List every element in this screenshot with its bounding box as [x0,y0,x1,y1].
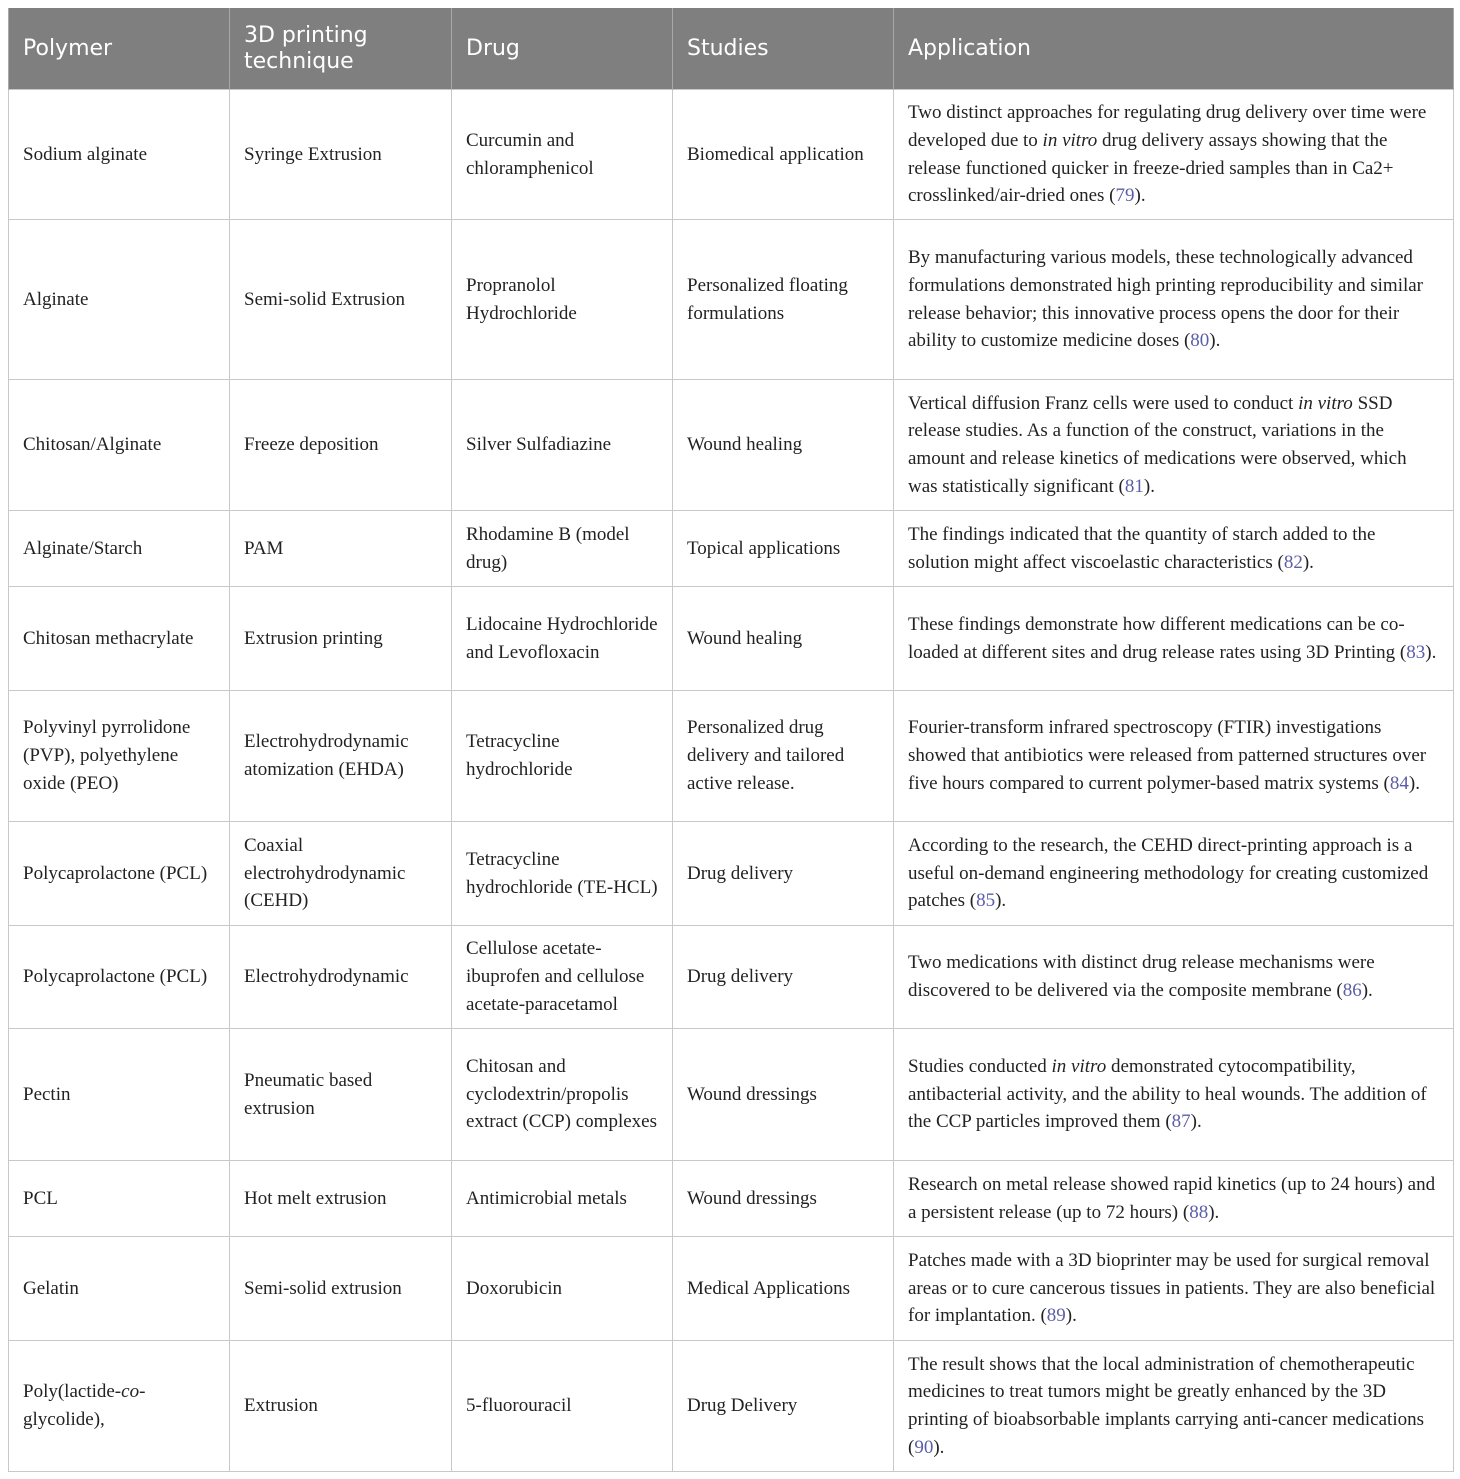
cell-polymer [9,1029,230,1161]
text-segment: By manufacturing various models, these technologically advanced formulations demonstrated high printing reproducibility and similar release behavior; this innovative process opens the door for their ability to customize medicine doses ( [908,247,1424,352]
cell-drug: Rhodamine B (model drug) [452,511,673,587]
cell-drug: Tetracycline hydrochloride (TE-HCL) [452,822,673,926]
header-application: Application [894,8,1454,90]
table-row [9,926,1454,1029]
cell-drug: Chitosan and cyclodextrin/propolis extract (CCP) complexes [452,1029,673,1161]
cell-application [894,1029,1454,1161]
italic-text: in vitro [1298,392,1353,414]
text-segment: Two distinct approaches for regulating drug delivery over time were developed due to [908,102,1427,151]
cell-application [894,691,1454,822]
cell-polymer [9,587,230,691]
header-technique: 3D printing technique [230,8,452,90]
cell-studies: Wound healing [673,587,894,691]
citation-link[interactable]: 84 [1389,772,1409,794]
text-segment: Alginate [23,288,89,310]
cell-studies: Wound healing [673,380,894,511]
cell-studies: Biomedical application [673,90,894,220]
cell-polymer [9,380,230,511]
cell-application [894,380,1454,511]
text-segment: ). [995,890,1007,912]
citation-link[interactable]: 81 [1124,475,1144,497]
text-segment: Pectin [23,1083,71,1105]
text-segment: Polycaprolactone (PCL) [23,862,208,884]
text-segment: The findings indicated that the quantity of starch added to the solution might affect viscoelastic characteristics ( [908,523,1376,573]
text-segment: drug delivery assays showing that the release functioned quicker in freeze-dried samples than in Ca2+ crosslinked/air-dried ones ( [908,129,1394,207]
cell-application [894,220,1454,380]
cell-application [894,926,1454,1029]
text-segment: According to the research, the CEHD direct-printing approach is a useful on-demand engineering methodology for creating customized patches ( [908,834,1429,912]
header-polymer: Polymer [9,8,230,90]
header-studies: Studies [673,8,894,90]
cell-technique: Semi-solid extrusion [230,1237,452,1341]
citation-link[interactable]: 82 [1283,551,1303,573]
cell-technique: Hot melt extrusion [230,1161,452,1237]
cell-drug: Silver Sulfadiazine [452,380,673,511]
table-row [9,587,1454,691]
text-segment: Chitosan/Alginate [23,434,162,456]
citation-link[interactable]: 80 [1190,330,1210,352]
cell-technique: Syringe Extrusion [230,90,452,220]
table-row [9,822,1454,926]
table-header [9,8,1454,90]
cell-technique: Coaxial electrohydrodynamic (CEHD) [230,822,452,926]
text-segment: ). [1302,551,1314,573]
cell-studies: Personalized floating formulations [673,220,894,380]
cell-application [894,1161,1454,1237]
text-segment: Two medications with distinct drug release mechanisms were discovered to be delivered via the composite membrane ( [908,952,1375,1001]
cell-application [894,587,1454,691]
citation-link[interactable]: 89 [1046,1305,1066,1327]
table-row [9,380,1454,511]
cell-studies: Personalized drug delivery and tailored active release. [673,691,894,822]
text-segment: Gelatin [23,1277,79,1299]
italic-text: in vitro [1042,129,1098,151]
text-segment: SSD release studies. As a function of the construct, variations in the amount and release kinetics of medications were observed, which was statistically significant ( [908,392,1407,497]
citation-link[interactable]: 83 [1406,641,1426,663]
cell-drug: Propranolol Hydrochloride [452,220,673,380]
citation-link[interactable]: 90 [914,1436,934,1458]
text-segment: Sodium alginate [23,143,148,165]
cell-technique: Electrohydrodynamic [230,926,452,1029]
cell-studies: Drug delivery [673,926,894,1029]
header-drug: Drug [452,8,673,90]
cell-drug: Antimicrobial metals [452,1161,673,1237]
cell-polymer [9,1341,230,1472]
citation-link[interactable]: 79 [1115,185,1135,207]
text-segment: PCL [23,1187,58,1209]
cell-drug: Cellulose acetate-ibuprofen and cellulose acetate-paracetamol [452,926,673,1029]
cell-application [894,90,1454,220]
table-row [9,1029,1454,1161]
cell-application [894,1341,1454,1472]
cell-application [894,511,1454,587]
cell-drug: Lidocaine Hydrochloride and Levofloxacin [452,587,673,691]
cell-polymer [9,511,230,587]
text-segment: Studies conducted [908,1055,1052,1077]
cell-polymer [9,1237,230,1341]
table-row [9,90,1454,220]
text-segment: demonstrated cytocompatibility, antibacterial activity, and the ability to heal wounds. The addition of the CCP particles improved them ( [908,1055,1427,1133]
text-segment: ). [1425,641,1437,663]
cell-technique: Extrusion [230,1341,452,1472]
text-segment: Patches made with a 3D bioprinter may be used for surgical removal areas or to cure cancerous tissues in patients. They are also beneficial for implantation. ( [908,1249,1436,1327]
cell-application [894,822,1454,926]
cell-polymer [9,691,230,822]
table-row [9,1341,1454,1472]
cell-technique: Semi-solid Extrusion [230,220,452,380]
text-segment: ). [1134,185,1146,207]
cell-polymer [9,822,230,926]
text-segment: ). [1209,330,1221,352]
text-segment: Alginate/Starch [23,537,143,559]
cell-studies: Drug delivery [673,822,894,926]
table-body [9,90,1454,1472]
text-segment: ). [1361,980,1373,1001]
text-segment: ). [1143,475,1155,497]
cell-drug: Curcumin and chloramphenicol [452,90,673,220]
text-segment: Polyvinyl pyrrolidone (PVP), polyethylene oxide (PEO) [23,717,191,794]
cell-polymer [9,926,230,1029]
citation-link[interactable]: 85 [976,890,996,912]
text-segment: The result shows that the local administration of chemotherapeutic medicines to treat tumors might be greatly enhanced by the 3D printing of bioabsorbable implants carrying anti-cancer medications ( [908,1353,1424,1458]
cell-drug: Doxorubicin [452,1237,673,1341]
cell-studies: Wound dressings [673,1029,894,1161]
cell-technique: Pneumatic based extrusion [230,1029,452,1161]
cell-studies: Topical applications [673,511,894,587]
text-segment: Research on metal release showed rapid kinetics (up to 24 hours) and a persistent release (up to 72 hours) ( [908,1173,1436,1223]
citation-link[interactable]: 86 [1342,980,1362,1001]
cell-polymer [9,220,230,380]
text-segment: ). [933,1436,945,1458]
table-row [9,511,1454,587]
text-segment: Polycaprolactone (PCL) [23,966,208,988]
table-row [9,220,1454,380]
table-row [9,691,1454,822]
italic-text: co [121,1381,140,1403]
cell-polymer [9,90,230,220]
cell-technique: Electrohydrodynamic atomization (EHDA) [230,691,452,822]
cell-drug: Tetracycline hydrochloride [452,691,673,822]
cell-technique: Freeze deposition [230,380,452,511]
text-segment: ). [1408,772,1420,794]
text-segment: Fourier-transform infrared spectroscopy (FTIR) investigations showed that antibiotics were released from patterned structures over five hours compared to current polymer-based matrix systems ( [908,717,1427,794]
table-row [9,1237,1454,1341]
citation-link[interactable]: 87 [1171,1111,1191,1133]
text-segment: -glycolide), [23,1381,146,1430]
text-segment: Chitosan methacrylate [23,627,194,649]
text-segment: ). [1190,1111,1202,1133]
table-row [9,1161,1454,1237]
cell-studies: Medical Applications [673,1237,894,1341]
text-segment: Vertical diffusion Franz cells were used to conduct [908,392,1299,414]
polymer-drug-table [8,8,1454,1472]
text-segment: ). [1208,1201,1220,1223]
text-segment: Poly(lactide- [23,1381,122,1403]
cell-studies: Wound dressings [673,1161,894,1237]
text-segment: These findings demonstrate how different medications can be co-loaded at different sites and drug release rates using 3D Printing ( [908,613,1407,663]
italic-text: in vitro [1051,1055,1107,1077]
text-segment: ). [1065,1305,1077,1327]
citation-link[interactable]: 88 [1189,1201,1209,1223]
cell-application [894,1237,1454,1341]
cell-polymer [9,1161,230,1237]
cell-drug: 5-fluorouracil [452,1341,673,1472]
cell-technique: Extrusion printing [230,587,452,691]
cell-technique: PAM [230,511,452,587]
cell-studies: Drug Delivery [673,1341,894,1472]
